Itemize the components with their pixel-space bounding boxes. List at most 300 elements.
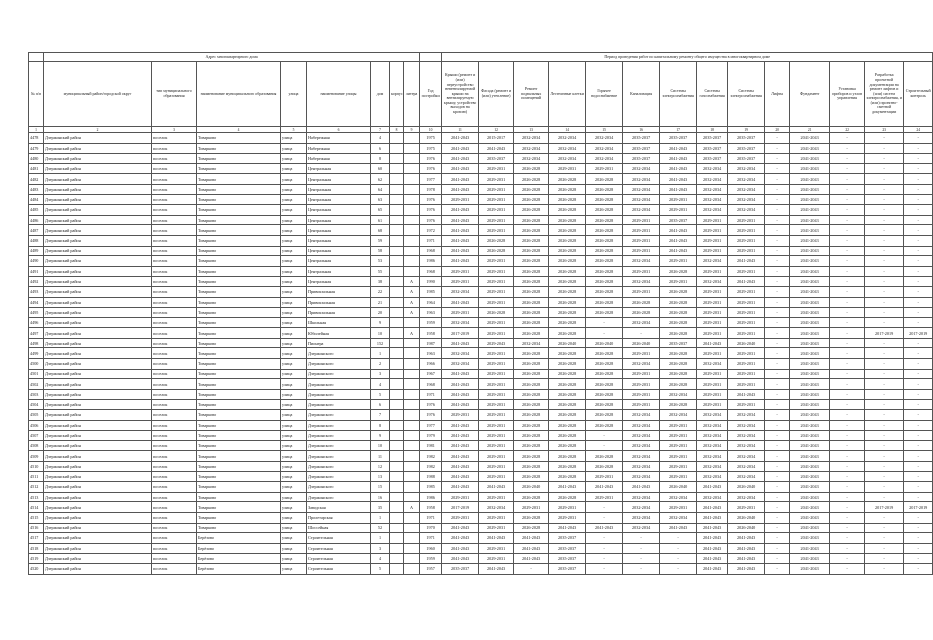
table-cell: 2032-2034 xyxy=(549,133,586,144)
table-row xyxy=(29,563,933,574)
table-cell: - xyxy=(830,400,865,410)
table-cell: А xyxy=(404,286,420,297)
address-group-header: Адрес многоквартирного дома xyxy=(44,53,420,62)
table-cell: Товарково xyxy=(197,328,281,339)
table-cell: 2026-2028 xyxy=(549,317,586,328)
table-cell xyxy=(404,523,420,533)
table-cell: - xyxy=(765,277,790,287)
table-cell: Привокзальная xyxy=(307,308,371,318)
table-cell: 2026-2028 xyxy=(514,163,549,174)
table-cell: - xyxy=(765,410,790,421)
table-cell: - xyxy=(865,543,904,554)
table-cell: 2026-2028 xyxy=(514,400,549,410)
table-cell: 1963 xyxy=(420,348,442,359)
table-cell: 4491 xyxy=(29,266,44,277)
table-cell: 2026-2028 xyxy=(549,440,586,451)
table-cell: 2032-2034 xyxy=(660,512,697,523)
table-cell: 2026-2028 xyxy=(549,225,586,236)
table-cell: 2029-2031 xyxy=(479,317,514,328)
table-cell: 2032-2034 xyxy=(623,492,660,502)
table-cell: улица xyxy=(281,400,307,410)
table-cell xyxy=(390,369,404,379)
table-cell: - xyxy=(865,533,904,544)
table-cell: 2032-2034 xyxy=(623,512,660,523)
table-cell xyxy=(390,235,404,246)
table-cell: Берёзово xyxy=(197,554,281,564)
column-header: дом xyxy=(371,62,390,127)
table-cell: Дзержинский район xyxy=(44,246,152,256)
table-cell: 2035-2037 xyxy=(549,543,586,554)
table-cell: поселок xyxy=(152,563,197,574)
table-cell: 2026-2028 xyxy=(514,235,549,246)
table-cell: 2041-2043 xyxy=(697,482,728,493)
table-cell: 1977 xyxy=(420,174,442,185)
table-cell: 2026-2028 xyxy=(514,328,549,339)
table-cell: 2026-2028 xyxy=(514,451,549,462)
table-cell: 61 xyxy=(371,215,390,225)
table-cell: 2029-2031 xyxy=(479,410,514,421)
table-cell: 4514 xyxy=(29,502,44,513)
table-cell xyxy=(404,420,420,431)
table-cell: Строительная xyxy=(307,554,371,564)
table-cell: 2032-2034 xyxy=(728,163,765,174)
table-cell: - xyxy=(765,286,790,297)
table-cell: 2041-2043 xyxy=(790,502,830,513)
table-cell: 2032-2034 xyxy=(697,277,728,287)
table-cell: 2041-2043 xyxy=(660,174,697,185)
table-cell: поселок xyxy=(152,533,197,544)
table-cell: 22 xyxy=(371,286,390,297)
table-cell: 63 xyxy=(371,194,390,205)
table-cell: 2026-2028 xyxy=(660,286,697,297)
table-cell: Привокзальная xyxy=(307,297,371,308)
table-cell: 2041-2043 xyxy=(790,163,830,174)
table-row xyxy=(29,225,933,236)
table-cell: 2017-2019 xyxy=(442,328,479,339)
column-number: 24 xyxy=(904,127,933,133)
table-cell: - xyxy=(765,317,790,328)
table-cell: - xyxy=(830,533,865,544)
table-cell: Дзержинский район xyxy=(44,523,152,533)
table-cell: улица xyxy=(281,277,307,287)
table-cell: 2026-2028 xyxy=(586,235,623,246)
table-cell: 2026-2028 xyxy=(586,256,623,267)
table-cell: - xyxy=(830,379,865,390)
table-cell: 2041-2043 xyxy=(790,277,830,287)
table-cell: 2032-2034 xyxy=(623,523,660,533)
table-cell: 4484 xyxy=(29,194,44,205)
table-cell: 1988 xyxy=(420,471,442,482)
table-cell: - xyxy=(765,308,790,318)
table-cell: 1958 xyxy=(420,328,442,339)
table-cell: Берёзово xyxy=(197,563,281,574)
table-cell xyxy=(390,154,404,164)
table-cell: Привокзальная xyxy=(307,286,371,297)
table-cell: Центральная xyxy=(307,163,371,174)
table-cell: - xyxy=(865,440,904,451)
table-cell: 2029-2031 xyxy=(697,369,728,379)
table-cell: - xyxy=(660,563,697,574)
table-cell: Набережная xyxy=(307,154,371,164)
table-cell xyxy=(404,512,420,523)
table-cell: 2029-2031 xyxy=(728,328,765,339)
table-cell: улица xyxy=(281,143,307,154)
table-row xyxy=(29,451,933,462)
table-cell: 2032-2034 xyxy=(623,462,660,472)
table-cell: 2029-2031 xyxy=(442,410,479,421)
table-cell xyxy=(404,492,420,502)
column-number: 13 xyxy=(514,127,549,133)
table-cell: 1 xyxy=(371,533,390,544)
table-cell: - xyxy=(904,359,933,370)
table-cell: 2032-2034 xyxy=(514,154,549,164)
table-cell: 2041-2043 xyxy=(790,286,830,297)
table-cell: поселок xyxy=(152,440,197,451)
table-cell: - xyxy=(765,512,790,523)
table-cell: 2026-2028 xyxy=(586,174,623,185)
table-cell: - xyxy=(904,512,933,523)
table-cell: 2026-2028 xyxy=(586,225,623,236)
table-cell: Товарково xyxy=(197,225,281,236)
table-cell: - xyxy=(830,389,865,400)
table-cell: 4480 xyxy=(29,154,44,164)
table-cell: 4515 xyxy=(29,512,44,523)
table-cell: 2041-2043 xyxy=(442,205,479,216)
table-cell xyxy=(404,225,420,236)
table-cell: 2029-2031 xyxy=(623,286,660,297)
table-cell: - xyxy=(904,308,933,318)
table-cell: улица xyxy=(281,420,307,431)
table-cell: - xyxy=(904,154,933,164)
table-cell: 2041-2043 xyxy=(790,389,830,400)
table-cell: - xyxy=(765,154,790,164)
table-cell: - xyxy=(904,379,933,390)
table-cell: 1976 xyxy=(420,215,442,225)
column-number: 9 xyxy=(404,127,420,133)
table-cell: - xyxy=(765,184,790,194)
table-cell: Дзержинский район xyxy=(44,163,152,174)
table-cell: Дзержинского xyxy=(307,389,371,400)
table-cell: 4505 xyxy=(29,410,44,421)
table-cell: Товарково xyxy=(197,348,281,359)
table-cell: 68 xyxy=(371,225,390,236)
column-header: улица xyxy=(281,62,307,127)
table-cell: 1990 xyxy=(420,277,442,287)
table-cell: 2026-2028 xyxy=(549,369,586,379)
table-cell: 4496 xyxy=(29,317,44,328)
table-cell: Дзержинский район xyxy=(44,554,152,564)
table-cell: 1972 xyxy=(420,225,442,236)
table-cell: - xyxy=(765,235,790,246)
table-cell: 2041-2043 xyxy=(790,256,830,267)
table-cell: 2041-2043 xyxy=(790,359,830,370)
table-cell: поселок xyxy=(152,389,197,400)
table-cell: - xyxy=(865,420,904,431)
table-cell: 2041-2043 xyxy=(442,235,479,246)
table-cell: 2032-2034 xyxy=(586,154,623,164)
table-cell: 4486 xyxy=(29,215,44,225)
table-cell: 4479 xyxy=(29,143,44,154)
table-cell: Товарково xyxy=(197,523,281,533)
table-cell: Набережная xyxy=(307,143,371,154)
column-header: муниципальный район/городской округ xyxy=(44,62,152,127)
table-cell: Товарково xyxy=(197,256,281,267)
table-cell: поселок xyxy=(152,359,197,370)
periods-group-header: Период проведения работ по капитальному ремонту общего имущества в многоквартирном доме xyxy=(442,53,933,62)
table-cell: 2026-2028 xyxy=(623,297,660,308)
table-cell: 20 xyxy=(371,308,390,318)
table-cell: - xyxy=(765,194,790,205)
table-cell: 2029-2031 xyxy=(697,235,728,246)
table-cell: - xyxy=(765,338,790,348)
table-row xyxy=(29,440,933,451)
column-header: Лестничные клетки xyxy=(549,62,586,127)
table-cell: - xyxy=(586,328,623,339)
table-cell: - xyxy=(830,194,865,205)
table-cell xyxy=(390,420,404,431)
table-cell: 2032-2034 xyxy=(697,451,728,462)
table-cell: 2041-2043 xyxy=(697,502,728,513)
table-cell xyxy=(390,184,404,194)
table-cell: Дзержинского xyxy=(307,482,371,493)
table-cell: 2026-2040 xyxy=(586,338,623,348)
table-cell: 4487 xyxy=(29,225,44,236)
table-cell: 2041-2043 xyxy=(790,431,830,441)
table-cell: - xyxy=(865,205,904,216)
table-cell: Товарково xyxy=(197,266,281,277)
table-cell: - xyxy=(865,286,904,297)
table-cell: - xyxy=(765,440,790,451)
table-cell: 2026-2028 xyxy=(586,400,623,410)
table-cell: 2029-2031 xyxy=(728,246,765,256)
table-cell: - xyxy=(660,533,697,544)
table-cell xyxy=(390,563,404,574)
table-cell: 2032-2034 xyxy=(549,154,586,164)
table-cell: 2032-2034 xyxy=(697,163,728,174)
table-cell: 2041-2043 xyxy=(442,297,479,308)
column-header: Крыши (ремонт и (или) переустройство невентилируемой крыши на вентилируемую крышу, устройство выходов на кровлю) xyxy=(442,62,479,127)
table-cell: - xyxy=(865,471,904,482)
column-header: Системы газоснабжения xyxy=(697,62,728,127)
table-cell: 2032-2034 xyxy=(623,431,660,441)
table-cell: 1976 xyxy=(420,154,442,164)
table-cell: - xyxy=(904,451,933,462)
table-cell: 2026-2028 xyxy=(660,400,697,410)
table-cell: улица xyxy=(281,369,307,379)
table-cell: 2026-2028 xyxy=(586,451,623,462)
table-cell: 2029-2031 xyxy=(623,235,660,246)
table-cell: - xyxy=(904,143,933,154)
table-cell: 9 xyxy=(371,431,390,441)
table-cell: 2029-2031 xyxy=(623,246,660,256)
table-cell: 1967 xyxy=(420,369,442,379)
table-cell xyxy=(390,554,404,564)
table-cell: улица xyxy=(281,205,307,216)
table-cell xyxy=(390,174,404,185)
table-cell: - xyxy=(904,369,933,379)
table-cell: Дзержинского xyxy=(307,410,371,421)
table-cell: - xyxy=(865,359,904,370)
table-row xyxy=(29,215,933,225)
table-cell: улица xyxy=(281,256,307,267)
table-cell: - xyxy=(623,543,660,554)
table-cell xyxy=(404,235,420,246)
table-cell: 2029-2031 xyxy=(623,400,660,410)
table-cell: Дзержинского xyxy=(307,369,371,379)
table-cell: Центральная xyxy=(307,235,371,246)
table-cell: 2026-2028 xyxy=(514,389,549,400)
table-cell: 2041-2043 xyxy=(442,133,479,144)
table-cell: 58 xyxy=(371,246,390,256)
table-cell: - xyxy=(586,317,623,328)
table-cell: 2041-2043 xyxy=(790,225,830,236)
table-cell: Дзержинский район xyxy=(44,440,152,451)
column-number: 20 xyxy=(765,127,790,133)
table-cell: 2026-2028 xyxy=(586,308,623,318)
table-cell: Товарково xyxy=(197,154,281,164)
table-cell: 2026-2028 xyxy=(514,225,549,236)
table-cell: - xyxy=(904,297,933,308)
table-cell xyxy=(390,359,404,370)
table-cell: 2029-2031 xyxy=(442,277,479,287)
table-cell: Товарково xyxy=(197,235,281,246)
table-cell: 53 xyxy=(371,256,390,267)
table-cell: 2026-2028 xyxy=(514,215,549,225)
table-cell: 52 xyxy=(371,523,390,533)
table-cell: 2017-2019 xyxy=(865,502,904,513)
table-cell xyxy=(404,174,420,185)
table-cell: поселок xyxy=(152,543,197,554)
table-cell xyxy=(390,482,404,493)
table-cell xyxy=(404,400,420,410)
table-cell: 2029-2031 xyxy=(728,235,765,246)
table-cell: 2026-2028 xyxy=(549,328,586,339)
table-cell: 1970 xyxy=(420,523,442,533)
table-cell xyxy=(404,133,420,144)
table-cell: 2032-2034 xyxy=(697,256,728,267)
table-cell: 2029-2031 xyxy=(660,440,697,451)
table-cell: - xyxy=(865,184,904,194)
table-cell: - xyxy=(904,338,933,348)
table-cell: 2026-2028 xyxy=(549,266,586,277)
table-cell: - xyxy=(904,133,933,144)
table-cell: 2026-2028 xyxy=(514,462,549,472)
table-cell: 2026-2028 xyxy=(549,389,586,400)
table-cell: - xyxy=(586,554,623,564)
table-cell: 2041-2043 xyxy=(790,563,830,574)
table-cell: Центральная xyxy=(307,266,371,277)
table-cell xyxy=(390,277,404,287)
column-number: 1 xyxy=(29,127,44,133)
table-cell: Товарково xyxy=(197,205,281,216)
column-number: 2 xyxy=(44,127,152,133)
table-cell xyxy=(404,563,420,574)
table-cell: 2026-2028 xyxy=(660,297,697,308)
table-cell xyxy=(390,317,404,328)
table-cell: 2029-2031 xyxy=(479,389,514,400)
table-cell: 2041-2043 xyxy=(660,184,697,194)
table-cell: Товарково xyxy=(197,502,281,513)
table-cell: Дзержинский район xyxy=(44,143,152,154)
table-cell: 1957 xyxy=(420,563,442,574)
table-cell: 2029-2031 xyxy=(479,431,514,441)
table-cell: - xyxy=(830,512,865,523)
table-cell: 2029-2031 xyxy=(479,328,514,339)
table-cell: 2032-2034 xyxy=(728,420,765,431)
table-cell: 16 xyxy=(371,492,390,502)
table-cell: 2032-2034 xyxy=(623,277,660,287)
column-number: 23 xyxy=(865,127,904,133)
table-cell xyxy=(404,154,420,164)
table-cell: 1976 xyxy=(420,205,442,216)
table-cell: - xyxy=(865,225,904,236)
table-cell: Товарково xyxy=(197,286,281,297)
column-header: Фундамент xyxy=(790,62,830,127)
table-cell: поселок xyxy=(152,246,197,256)
table-cell: Товарково xyxy=(197,338,281,348)
column-header: Лифты xyxy=(765,62,790,127)
table-cell xyxy=(404,379,420,390)
table-cell xyxy=(404,431,420,441)
column-header: корпус xyxy=(390,62,404,127)
table-cell: 2026-2028 xyxy=(586,359,623,370)
column-header: Системы электроснабжения xyxy=(660,62,697,127)
table-cell: Товарково xyxy=(197,410,281,421)
table-cell: - xyxy=(830,451,865,462)
table-cell: 2032-2034 xyxy=(728,431,765,441)
table-cell: улица xyxy=(281,410,307,421)
table-cell: Товарково xyxy=(197,462,281,472)
table-cell: 2041-2043 xyxy=(586,523,623,533)
table-cell: 59 xyxy=(371,235,390,246)
table-cell: улица xyxy=(281,348,307,359)
table-row xyxy=(29,338,933,348)
column-header: наименование улицы xyxy=(307,62,371,127)
table-cell: - xyxy=(865,143,904,154)
column-header: тип муниципального образования xyxy=(152,62,197,127)
table-cell: 2041-2043 xyxy=(514,554,549,564)
table-cell: улица xyxy=(281,440,307,451)
table-cell: 2032-2034 xyxy=(728,194,765,205)
table-cell: - xyxy=(904,400,933,410)
table-cell: - xyxy=(830,359,865,370)
table-cell: - xyxy=(865,338,904,348)
table-cell: 2032-2034 xyxy=(623,502,660,513)
table-cell: 1986 xyxy=(420,256,442,267)
table-cell: 2041-2043 xyxy=(790,235,830,246)
table-cell: - xyxy=(830,563,865,574)
table-cell: 3 xyxy=(371,369,390,379)
table-cell xyxy=(390,215,404,225)
table-cell: 2026-2028 xyxy=(660,379,697,390)
table-cell: улица xyxy=(281,163,307,174)
table-cell: 4511 xyxy=(29,471,44,482)
table-cell: 2041-2043 xyxy=(790,215,830,225)
table-cell: улица xyxy=(281,502,307,513)
table-row xyxy=(29,523,933,533)
table-cell: поселок xyxy=(152,143,197,154)
table-cell: улица xyxy=(281,297,307,308)
table-cell: Дзержинский район xyxy=(44,277,152,287)
table-cell: 2029-2031 xyxy=(479,348,514,359)
table-cell: 4478 xyxy=(29,133,44,144)
table-cell: 2041-2043 xyxy=(442,225,479,236)
table-cell: 2026-2028 xyxy=(660,359,697,370)
table-cell: А xyxy=(404,502,420,513)
table-cell: - xyxy=(830,410,865,421)
table-cell: 2029-2031 xyxy=(549,163,586,174)
table-cell: Дзержинский район xyxy=(44,184,152,194)
